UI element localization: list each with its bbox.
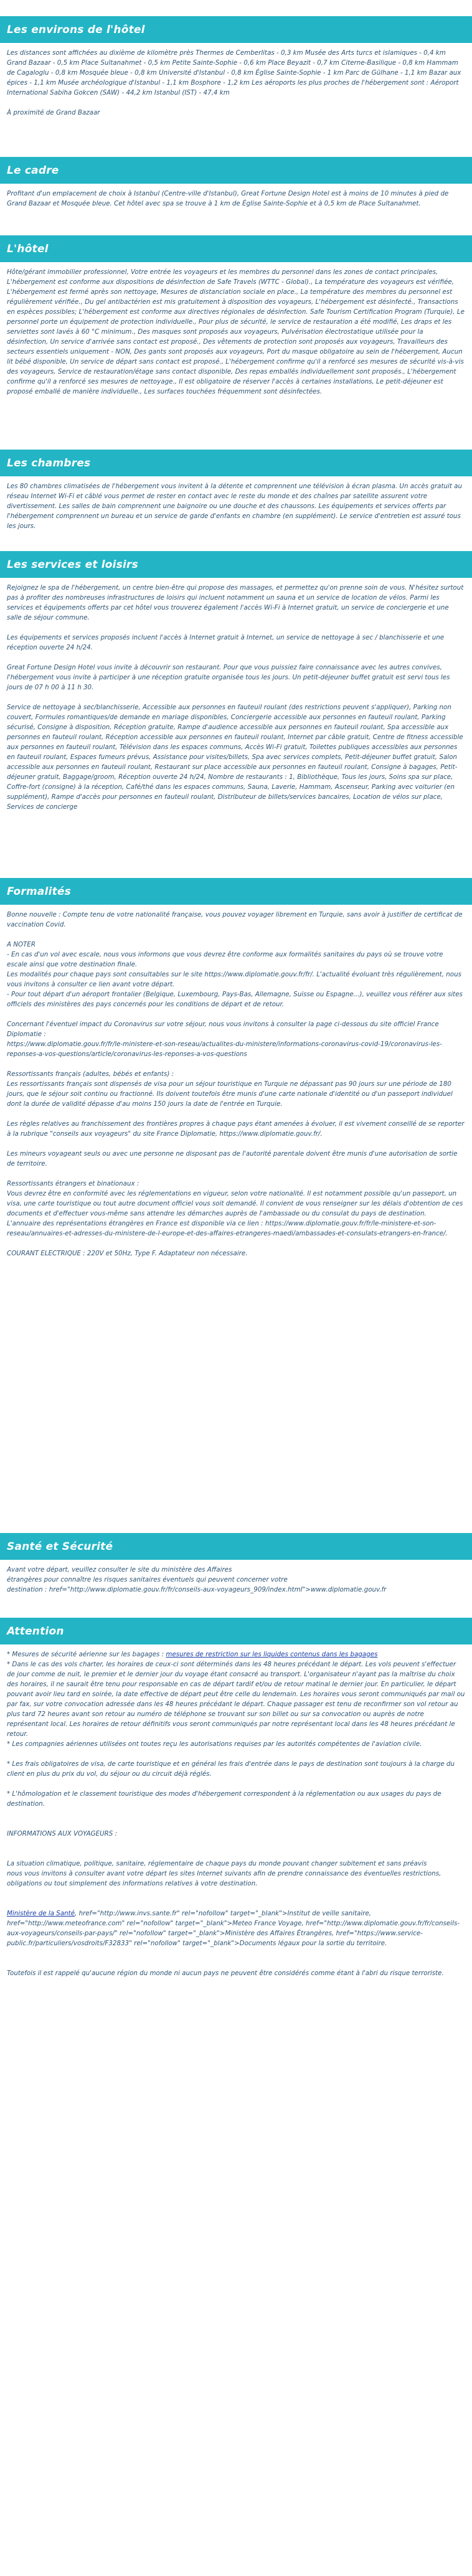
section-body xyxy=(0,1644,472,1978)
paragraph xyxy=(7,623,465,633)
paragraph xyxy=(7,1779,465,1789)
section-body xyxy=(0,476,472,531)
paragraph: COURANT ELECTRIQUE : 220V et 50Hz, Type F. Adaptateur non nécessaire. xyxy=(7,1250,248,1257)
paragraph xyxy=(7,1899,465,1908)
paragraph: Rejoignez le spa de l'hébergement, un centre bien-être qui propose des massages, et permettez qu'on prenne soin de vous. N'hésitez surtout pas à profiter des nombreuses infrastructures de loisirs qui incluent notamment un sauna et un service de location de vélos. Parmi les services et équipements offerts par cet hôtel vous trouverez également l'accès Wi-Fi à Internet gratuit, un service de conciergerie et une salle de séjour commune. xyxy=(7,584,466,621)
paragraph xyxy=(7,692,465,702)
section-hotel xyxy=(0,235,472,397)
section-title: Le cadre xyxy=(0,157,472,184)
paragraph xyxy=(7,1059,465,1069)
paragraph: nous vous invitons à consulter avant votre départ les sites Internet suivants afin de prendre connaissance des éventuelles restrictions, obligations ou tout simplement des informations relatives à votre destination. xyxy=(7,1870,443,1887)
section-title: Les services et loisirs xyxy=(0,551,472,578)
paragraph xyxy=(7,1839,465,1849)
paragraph: Les 80 chambres climatisées de l'hébergement vous invitent à la détente et comprennent une télévision à écran plasma. Un accès gratuit au réseau Internet Wi-Fi et câblé vous permet de rester en contact avec le reste du monde et des chaînes par satellite assurent votre divertissement. Les salles de bain comprennent une baignoire ou une douche et des chaussons. Les équipements et services offerts par l'hébergement comprennent un bureau et un service de garde d'enfants en chambre (en supplément). Le service d'entretien est assuré tous les jours. xyxy=(7,483,465,530)
section-title: Santé et Sécurité xyxy=(0,1533,472,1560)
paragraph: À proximité de Grand Bazaar xyxy=(7,109,100,116)
section-title: Les chambres xyxy=(0,450,472,476)
section-attention xyxy=(0,1618,472,1978)
paragraph xyxy=(7,1809,465,1819)
paragraph xyxy=(7,1849,465,1859)
paragraph: A NOTER xyxy=(7,941,36,948)
section-services xyxy=(0,551,472,812)
section-title: Les environs de l'hôtel xyxy=(0,16,472,43)
section-body xyxy=(0,578,472,812)
paragraph: * Dans le cas des vols charter, les horaires de ceux-ci sont déterminés dans les 48 heures précédant le départ. Les vols peuvent s'effectuer de jour comme de nuit, le premier et le dernier jour du voyage étant consacré au transport. L'organisateur n'ayant pas la maîtrise du choix des horaires, il ne saurait être tenu pour responsable en cas de départ tardif et/ou de retour matinal le dernier jour. En particulier, le départ pouvant avoir lieu tard en soirée, la date effective de départ peut être celle du lendemain. Les horaires vous seront communiqués par mail ou par fax, sur votre convocation adressée dans les 48 heures précédant le départ. Chaque passager est tenu de reconfirmer son vol retour au plus tard 72 heures avant son retour au numéro de téléphone se trouvant sur son billet ou sur sa convocation ou auprès de notre représentant local. Les horaires de retour définitifs vous seront communiqués par notre représentant local dans les 48 heures précédant le retour. xyxy=(7,1661,467,1738)
paragraph xyxy=(7,1908,465,1948)
paragraph: * L'hômologation et le classement touristique des modes d'hébergement correspondent à la réglementation ou aux usages du pays de destination. xyxy=(7,1790,443,1808)
paragraph xyxy=(7,1169,465,1179)
paragraph xyxy=(7,98,465,108)
paragraph xyxy=(7,1649,465,1659)
paragraph: Avant votre départ, veuillez consulter le site du ministère des Affaires xyxy=(7,1566,232,1573)
paragraph xyxy=(7,1109,465,1119)
paragraph: Les distances sont affichées au dixième de kilomètre près Thermes de Cemberlitas - 0,3 km Musée des Arts turcs et islamiques - 0,4 km Grand Bazaar - 0,5 km Place Sultanahmet - 0,5 km Petite Sainte-Sophie - 0,6 km Place Beyazit - 0,7 km Citerne-Basilique - 0,8 km Hammam de Cagaloglu - 0,8 km Mosquée bleue - 0,8 km Université d'Istanbul - 0,8 km Église Sainte-Sophie - 1 km Parc de Gülhane - 1,1 km Bazar aux épices - 1,1 km Musée archéologique d'Istanbul - 1,1 km Bosphore - 1,2 km Les aéroports les plus proches de l'hébergement sont : Aéroport International Sabiha Gokcen (SAW) - 44,2 km Istanbul (IST) - 47,4 km xyxy=(7,49,463,97)
paragraph: Vous devrez être en conformité avec les réglementations en vigueur, selon votre nationalité. Il est notamment possible qu'un passeport, un visa, une carte touristique ou tout autre document officiel vous soit demandé. Il convient de vous renseigner sur les délais d'obtention de ces documents et d'effectuer vous-même sans attendre les démarches auprès de l'ambassade ou du consulat du pays de destination. xyxy=(7,1190,465,1217)
paragraph: Les règles relatives au franchissement des frontières propres à chaque pays étant amenées à évoluer, il est vivement conseillé de se reporter à la rubrique "conseils aux voyageurs" du site France Diplomatie, https://www.diplomatie.gouv.fr/. xyxy=(7,1120,466,1138)
paragraph: INFORMATIONS AUX VOYAGEURS : xyxy=(7,1830,118,1838)
ministere-sante-link[interactable]: Ministère de la Santé xyxy=(7,1910,75,1917)
paragraph: Service de nettoyage à sec/blanchisserie, Accessible aux personnes en fauteuil roulant (des restrictions peuvent s'appliquer), Parking non couvert, Formules romantiques/de demande en mariage disponibles, Conciergerie accessible aux personnes en fauteuil roulant, Parking sécurisé, Consigne à disposition, Réception gratuite, Rampe d'audience accessible aux personnes en fauteuil roulant, Spa accessible aux personnes en fauteuil roulant, Réception accessible aux personnes en fauteuil roulant, Internet par câble gratuit, Centre de fitness accessible aux personnes en fauteuil roulant, Télévision dans les espaces communs, Accès Wi-Fi gratuit, Toilettes publiques accessibles aux personnes en fauteuil roulant, Espaces fumeurs prévus, Assistance pour visites/billets, Spa avec services complets, Petit-déjeuner buffet gratuit, Salon accessible aux personnes en fauteuil roulant, Restaurant sur place accessible aux personnes en fauteuil roulant, Consigne à bagages, Petit-déjeuner gratuit, Baggage/groom, Réception ouverte 24 h/24, Nombre de restaurants : 1, Bibliothèque, Tous les jours, Soins spa sur place, Coffre-fort (consigne) à la réception, Café/thé dans les espaces communs, Sauna, Laverie, Hammam, Ascenseur, Parking avec voiturier (en supplément), Rampe d'accès pour personnes en fauteuil roulant, Distributeur de billets/services bancaires, Location de vélos sur place, Services de concierge xyxy=(7,704,465,811)
section-environs xyxy=(0,16,472,118)
attention-intro: * Mesures de sécurité aérienne sur les bagages : xyxy=(7,1651,166,1658)
paragraph: Great Fortune Design Hotel vous invite à découvrir son restaurant. Pour que vous puissiez faire connaissance avec les autres convives, l'hébergement vous invite à participer à une réception gratuite organisée tous les jours. Un petit-déjeuner buffet gratuit est servi tous les jours de 07 h 00 à 11 h 30. xyxy=(7,664,452,691)
section-body xyxy=(0,905,472,1258)
paragraph xyxy=(7,1238,465,1248)
section-title: Attention xyxy=(0,1618,472,1644)
section-chambres xyxy=(0,450,472,531)
section-body xyxy=(0,1560,472,1595)
paragraph xyxy=(7,1749,465,1759)
paragraph: Toutefois il est rappelé qu'aucune région du monde ni aucun pays ne peuvent être considérés comme étant à l'abri du risque terroriste. xyxy=(7,1970,444,1977)
paragraph xyxy=(7,1889,465,1899)
liquid-restriction-link[interactable]: mesures de restriction sur les liquides contenus dans les bagages xyxy=(166,1651,378,1658)
paragraph: Les équipements et services proposés incluent l'accès à Internet gratuit à Internet, un service de nettoyage à sec / blanchisserie et une réception ouverte 24 h/24. xyxy=(7,634,446,651)
paragraph xyxy=(7,1009,465,1019)
paragraph: Les modalités pour chaque pays sont consultables sur le site https://www.diplomatie.gouv.fr/fr/. L'actualité évoluant très régulièrement, nous vous invitons à consulter ce lien avant votre départ. xyxy=(7,971,464,988)
section-body xyxy=(0,43,472,118)
paragraph: https://www.diplomatie.gouv.fr/fr/le-ministere-et-son-reseau/actualites-du-ministere/informations-coronavirus-covid-19/coronavirus-les-reponses-a-vos-questions/article/coronavirus-les-reponses-a-vos-questions xyxy=(7,1040,442,1058)
paragraph xyxy=(7,1958,465,1968)
paragraph: destination : href="http://www.diplomatie.gouv.fr/fr/conseils-aux-voyageurs_909/index.html">www.diplomatie.gouv.fr xyxy=(7,1586,387,1593)
paragraph: - En cas d'un vol avec escale, nous vous informons que vous devrez être conforme aux formalités sanitaires du pays où se trouve votre escale ainsi que votre destination finale. xyxy=(7,951,445,968)
paragraph: * Les frais obligatoires de visa, de carte touristique et en général les frais d'entrée dans le pays de destination sont toujours à la charge du client en plus du prix du vol, du séjour ou du circuit déjà réglés. xyxy=(7,1760,457,1778)
paragraph: Les mineurs voyageant seuls ou avec une personne ne disposant pas de l'autorité parentale doivent être munis d'une autorisation de sortie de territoire. xyxy=(7,1150,460,1168)
paragraph xyxy=(7,653,465,663)
paragraph: La situation climatique, politique, sanitaire, réglementaire de chaque pays du monde pouvant changer subitement et sans préavis xyxy=(7,1860,427,1867)
section-title: Formalités xyxy=(0,878,472,905)
paragraph: étrangères pour connaître les risques sanitaires éventuels qui peuvent concerner votre xyxy=(7,1576,288,1583)
section-formalites xyxy=(0,878,472,1258)
paragraph: Ressortissants étrangers et binationaux : xyxy=(7,1180,139,1187)
paragraph: Les ressortissants français sont dispensés de visa pour un séjour touristique en Turquie ne dépassant pas 90 jours sur une période de 180 jours, que le séjour soit continu ou fractionné. Ils doivent toutefois être munis d'une carte nationale d'identité ou d'un passeport individuel dont la durée de validité dépasse d'au moins 150 jours la date de l'entrée en Turquie. xyxy=(7,1080,455,1108)
paragraph xyxy=(7,930,465,940)
paragraph: Profitant d'un emplacement de choix à Istanbul (Centre-ville d'Istanbul), Great Fortune Design Hotel est à moins de 10 minutes à pied de Grand Bazaar et Mosquée bleue. Cet hôtel avec spa se trouve à 1 km de Église Sainte-Sophie et à 0,5 km de Place Sultanahmet. xyxy=(7,190,451,207)
paragraph: Ressortissants français (adultes, bébés et enfants) : xyxy=(7,1070,174,1078)
paragraph: Concernant l'éventuel impact du Coronavirus sur votre séjour, nous vous invitons à consulter la page ci-dessous du site officiel France Diplomatie : xyxy=(7,1021,441,1038)
paragraph xyxy=(7,1819,465,1829)
paragraph: * Les compagnies aériennes utilisées ont toutes reçu les autorisations requises par les autorités compétentes de l'aviation civile. xyxy=(7,1740,422,1748)
sante-links-text: , href="http://www.invs.sante.fr" rel="nofollow" target="_blank">Institut de veille sanitaire, href="http://www.meteofrance.com" rel="nofollow" target="_blank">Meteo France Voyage, href="http://www.diplomatie.gouv.fr/fr/conseils-aux-voyageurs/conseils-par-pays/" rel="nofollow" target="_blank">Ministère des Affaires Étrangères, href="https://www.service-public.fr/particuliers/vosdroits/F32833" rel="nofollow" target="_blank">Documents légaux pour la sortie du territoire. xyxy=(7,1910,460,1947)
paragraph: Hôte/gérant immobilier professionnel, Votre entrée les voyageurs et les membres du personnel dans les zones de contact principales, L'hébergement est conforme aux dispositions de désinfection de Safe Travels (WTTC - Global)., La température des voyageurs est vérifiée, L'hébergement est fermé après son nettoyage, Mesures de distanciation sociale en place., La température des membres du personnel est régulièrement vérifiée., Du gel antibactérien est mis gratuitement à disposition des voyageurs, L'hébergement est désinfecté., Transactions en espèces possibles; L'hébergement est conforme aux directives régionales de désinfection. Safe Tourism Certification Program (Turquie), Le personnel porte un équipement de protection individuelle., Pour plus de sécurité, le service de restauration a été modifié, Les draps et les serviettes sont lavés à 60 °C minimum., Des masques sont proposés aux voyageurs, Pulvérisation électrostatique utilisée pour la désinfection, Un service d'arrivée sans contact est proposé., Des vêtements de protection sont proposés aux voyageurs, Travailleurs des secteurs essentiels uniquement - NON, Des gants sont proposés aux voyageurs, Port du masque obligatoire au sein de l'hébergement, Aucun lit bébé disponible, Un service de départ sans contact est proposé., L'hébergement confirme qu'il a renforcé ses mesures de sécurité vis-à-vis des voyageurs, Service de restauration/étage sans contact disponible, Des repas emballés individuellement sont proposés., L'hébergement confirme qu'il a renforcé ses mesures de nettoyage., Il est obligatoire de réserver l'accès à certaines installations, Le petit-déjeuner est proposé emballé de manière individuelle., Les surfaces touchées fréquemment sont désinfectées. xyxy=(7,268,467,395)
paragraph xyxy=(7,1139,465,1149)
section-cadre xyxy=(0,157,472,209)
paragraph xyxy=(7,1948,465,1958)
section-title: L'hôtel xyxy=(0,235,472,262)
paragraph: - Pour tout départ d'un aéroport frontalier (Belgique, Luxembourg, Pays-Bas, Allemagne, Suisse ou Espagne...), veuillez vous référer aux sites officiels des ministères des pays concernés pour les conditions de départ et de retour. xyxy=(7,991,465,1008)
section-body xyxy=(0,184,472,209)
paragraph: Bonne nouvelle : Compte tenu de votre nationalité française, vous pouvez voyager librement en Turquie, sans avoir à justifier de certificat de vaccination Covid. xyxy=(7,911,465,928)
section-sante xyxy=(0,1533,472,1595)
paragraph: L'annuaire des représentations étrangères en France est disponible via ce lien : https://www.diplomatie.gouv.fr/fr/le-ministere-et-son-reseau/annuaires-et-adresses-du-ministere-de-l-europe-et-des-affaires-etrangeres-maedi/ambassades-et-consulats-etrangers-en-france/. xyxy=(7,1220,448,1237)
section-body xyxy=(0,262,472,397)
